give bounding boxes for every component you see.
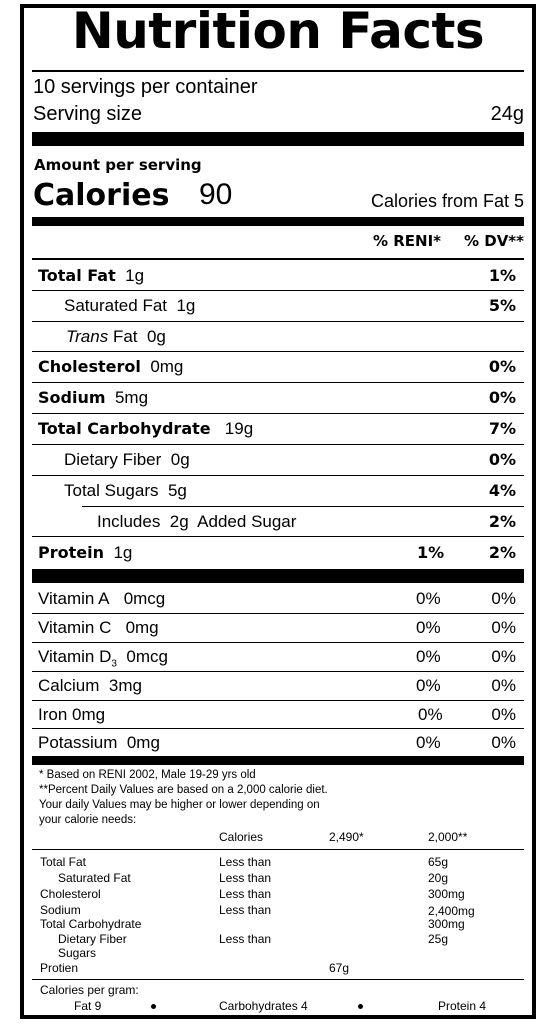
- vitamin-amount: 0mcg: [123, 589, 166, 608]
- vitamin-name: Iron: [38, 705, 68, 724]
- bullet-dot: [358, 1004, 363, 1009]
- ref-col2: 2,400mg: [428, 904, 475, 918]
- ref-cond: Less than: [219, 871, 272, 885]
- amount-per-serving: Amount per serving: [34, 156, 202, 174]
- vitamin-amount: 0mg: [72, 705, 106, 724]
- col-header-dv: % DV**: [464, 232, 524, 250]
- vitamin-reni: 0%: [416, 618, 441, 637]
- vitamin-row: [32, 728, 524, 757]
- nutrient-name: Saturated Fat: [64, 296, 168, 315]
- ref-col2: 300mg: [428, 887, 465, 901]
- servings-per-container: 10 servings per container: [33, 76, 258, 98]
- ref-name: Sugars: [58, 946, 97, 960]
- calories-per-gram-carbs: Carbohydrates 4: [219, 999, 308, 1013]
- col-header-reni: % RENI*: [373, 232, 442, 250]
- vitamin-reni: 0%: [416, 647, 441, 666]
- vitamin-row: [32, 613, 524, 642]
- vitamin-name: Vitamin C: [38, 618, 112, 637]
- nutrient-row-added-sugar: Includes 2g Added Sugar 2%: [97, 512, 516, 531]
- vitamin-dv: 0%: [491, 733, 516, 752]
- nutrient-reni: 1%: [417, 543, 445, 562]
- vitamin-reni: 0%: [416, 676, 441, 695]
- footnote-reni: * Based on RENI 2002, Male 19-29 yrs old: [39, 769, 256, 781]
- calories-per-gram-protein: Protein 4: [438, 999, 487, 1013]
- ref-col1: 67g: [329, 961, 350, 975]
- nutrient-dv: 4%: [488, 481, 516, 500]
- nutrient-amount: 0g: [146, 327, 166, 346]
- nutrient-name-italic: Trans: [66, 327, 109, 346]
- footnote-dv: **Percent Daily Values are based on a 2,000 calorie diet.: [39, 784, 328, 796]
- vitamin-dv: 0%: [491, 647, 516, 666]
- ref-cond: Less than: [219, 903, 272, 917]
- nutrient-row-sodium: [32, 382, 524, 413]
- nutrient-amount: 1g: [113, 543, 133, 562]
- vitamin-name: Vitamin A: [38, 589, 110, 608]
- nutrient-amount: 5mg: [114, 388, 149, 407]
- ref-cond: Less than: [219, 887, 272, 901]
- ref-name: Total Fat: [40, 855, 87, 869]
- ref-header-calories: Calories: [219, 830, 264, 844]
- divider: [32, 70, 524, 72]
- thick-divider: [32, 217, 524, 226]
- ref-name: Protien: [40, 961, 79, 975]
- ref-col2: 65g: [428, 855, 449, 869]
- nutrient-amount: 1g: [176, 296, 196, 315]
- vitamin-row: [32, 642, 524, 671]
- nutrient-name: Fat: [112, 327, 138, 346]
- nutrient-name: Total Fat: [38, 266, 116, 285]
- vitamin-row: [32, 700, 524, 729]
- serving-size-label: Serving size: [33, 103, 142, 125]
- vitamin-amount: 0mg: [125, 618, 159, 637]
- vitamin-reni: 0%: [416, 589, 441, 608]
- calories-per-gram-fat: Fat 9: [74, 999, 102, 1013]
- calories-label: Calories: [33, 178, 170, 213]
- ref-name: Dietary Fiber: [58, 932, 127, 946]
- serving-size-value: 24g: [490, 103, 524, 125]
- nutrient-dv: 7%: [488, 419, 516, 438]
- vitamin-subscript: 3: [111, 658, 117, 670]
- nutrient-dv: 2%: [488, 512, 516, 531]
- nutrient-dv: 5%: [488, 296, 516, 315]
- nutrient-amount: 19g: [224, 419, 254, 438]
- thick-divider: [32, 756, 524, 765]
- divider: [32, 979, 524, 980]
- ref-name: Sodium: [40, 903, 81, 917]
- vitamin-name: Calcium: [38, 676, 100, 695]
- nutrient-amount: 0mg: [150, 357, 184, 376]
- calories-per-gram-label: Calories per gram:: [40, 983, 139, 997]
- nutrient-dv: 2%: [488, 543, 516, 562]
- vitamin-row: [32, 584, 524, 613]
- nutrient-dv: 1%: [488, 266, 516, 285]
- ref-col2: 300mg: [428, 917, 465, 931]
- nutrient-dv: 0%: [488, 357, 516, 376]
- nutrient-dv: 0%: [488, 450, 516, 469]
- nutrient-amount: 5g: [167, 481, 187, 500]
- vitamin-dv: 0%: [491, 589, 516, 608]
- nutrition-label: [20, 4, 536, 1019]
- vitamin-dv: 0%: [491, 705, 516, 724]
- nutrient-row-protein: [32, 537, 524, 568]
- vitamin-amount: 0mg: [126, 733, 160, 752]
- ref-col2: 25g: [428, 932, 449, 946]
- thick-divider: [32, 569, 524, 583]
- nutrient-amount: 0g: [170, 450, 190, 469]
- footnote-dv-line3: your calorie needs:: [39, 814, 137, 826]
- bullet-dot: [151, 1004, 156, 1009]
- ref-name: Saturated Fat: [58, 871, 131, 885]
- ref-name: Cholesterol: [40, 887, 101, 901]
- nutrient-row-saturated-fat: [32, 290, 524, 321]
- vitamin-reni: 0%: [416, 733, 441, 752]
- ref-col2: 20g: [428, 871, 449, 885]
- nutrient-name: Cholesterol: [38, 357, 141, 376]
- nutrient-name: Dietary Fiber: [64, 450, 162, 469]
- nutrient-name: Total Sugars: [64, 481, 159, 500]
- ref-cond: Less than: [219, 932, 272, 946]
- nutrient-row-trans-fat: [32, 321, 524, 352]
- nutrient-row-total-carbohydrate: [32, 413, 524, 444]
- label-title: Nutrition Facts: [71, 4, 485, 60]
- calories-from-fat: Calories from Fat 5: [370, 191, 524, 211]
- calories-value: 90: [199, 178, 233, 211]
- ref-header-col2: 2,000**: [428, 830, 468, 844]
- ref-name: Total Carbohydrate: [40, 917, 142, 931]
- vitamin-dv: 0%: [491, 676, 516, 695]
- nutrient-row-dietary-fiber: [32, 444, 524, 475]
- vitamin-name: Vitamin D: [38, 647, 112, 666]
- ref-header-col1: 2,490*: [329, 830, 364, 844]
- nutrient-dv: 0%: [488, 388, 516, 407]
- nutrient-name: Protein: [38, 543, 104, 562]
- vitamin-amount: 3mg: [108, 676, 142, 695]
- vitamin-reni: 0%: [418, 705, 443, 724]
- nutrient-name: Total Carbohydrate: [38, 419, 211, 438]
- nutrient-row-total-sugars: [32, 475, 524, 506]
- thick-divider: [32, 132, 524, 146]
- vitamin-dv: 0%: [491, 618, 516, 637]
- divider: [32, 849, 524, 850]
- vitamin-amount: 0mcg: [126, 647, 168, 666]
- nutrient-row-total-fat: [32, 260, 524, 291]
- vitamin-name: Potassium: [38, 733, 118, 752]
- nutrient-name: Sodium: [38, 388, 106, 407]
- nutrient-row-cholesterol: [32, 351, 524, 382]
- ref-cond: Less than: [219, 855, 272, 869]
- nutrient-amount: 1g: [125, 266, 145, 285]
- footnote-dv-line2: Your daily Values may be higher or lower depending on: [39, 799, 320, 811]
- vitamin-row: [32, 671, 524, 700]
